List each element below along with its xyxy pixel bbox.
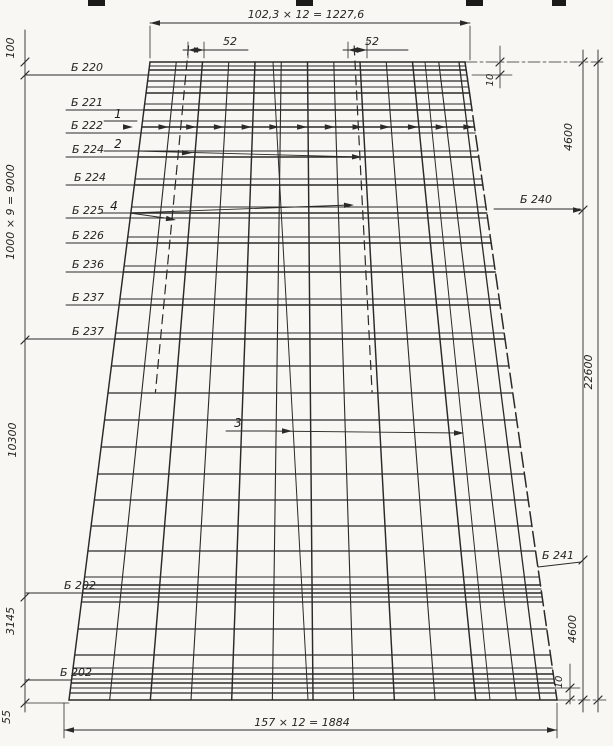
item-mark-3: 3 [234, 416, 242, 430]
dim-10-bottom-label: 10 [554, 675, 565, 689]
item-mark-2: 2 [114, 137, 122, 151]
bar-label-b226: Б 226 [71, 229, 105, 242]
bar-label-b237a: Б 237 [71, 291, 105, 304]
bar-label-b240: Б 240 [519, 193, 553, 206]
dim-10-top-label: 10 [485, 73, 496, 87]
bar-label-b225: Б 225 [71, 204, 105, 217]
scan-artifacts [88, 0, 566, 6]
dim-52-right-label: 52 [365, 35, 379, 48]
bar-label-b236: Б 236 [71, 258, 105, 271]
dim-3145-label: 3145 [4, 607, 17, 635]
bar-label-b220: Б 220 [70, 61, 104, 74]
dim-52-left-label: 52 [223, 35, 237, 48]
bar-label-b202a: Б 202 [63, 579, 97, 592]
item-mark-1: 1 [114, 107, 122, 121]
bar-label-b237b: Б 237 [71, 325, 105, 338]
dim-22600-label: 22600 [582, 354, 595, 390]
dim-top-label: 102,3 × 12 = 1227,6 [247, 8, 365, 21]
bar-label-b224b: Б 224 [73, 171, 107, 184]
dim-100-label: 100 [4, 37, 17, 59]
bar-label-b202b: Б 202 [59, 666, 93, 679]
dim-4600-bottom-label: 4600 [566, 615, 579, 643]
dim-55-label: 55 [0, 710, 13, 724]
mesh-geometry [21, 20, 606, 738]
labels [0, 8, 595, 729]
bar-label-b221: Б 221 [70, 96, 104, 109]
bar-label-b241: Б 241 [541, 549, 575, 562]
item-mark-4: 4 [110, 199, 118, 213]
dim-10300-label: 10300 [6, 422, 19, 458]
bar-label-b224a: Б 224 [71, 143, 105, 156]
dim-9000-label: 1000 × 9 = 9000 [4, 164, 17, 260]
bar-label-b222: Б 222 [70, 119, 104, 132]
dim-bottom-label: 157 × 12 = 1884 [254, 716, 350, 729]
dim-4600-top-label: 4600 [562, 123, 575, 151]
